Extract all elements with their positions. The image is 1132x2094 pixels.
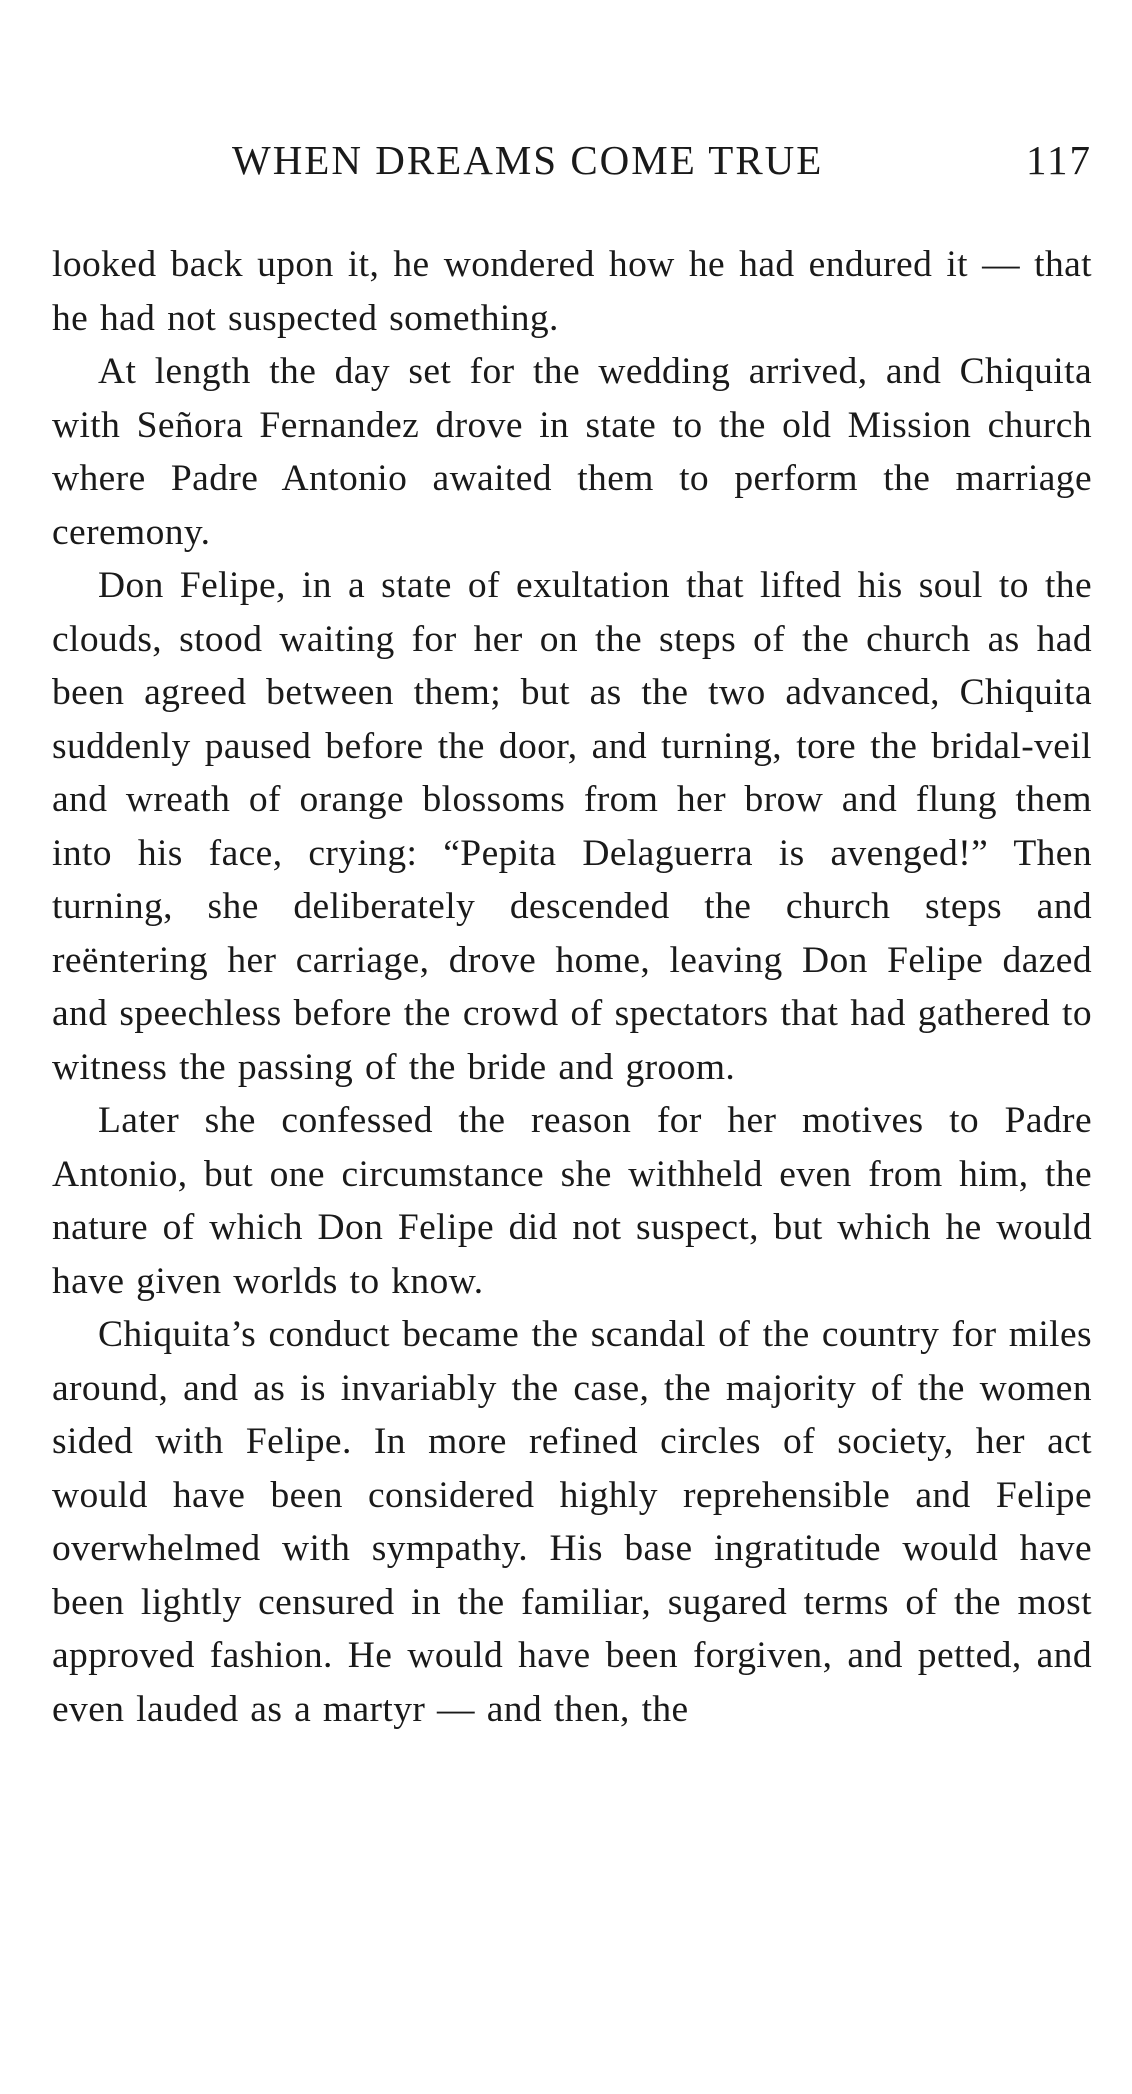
book-page [52, 136, 1092, 1736]
paragraph: Don Felipe, in a state of exultation that lifted his soul to the clouds, stood waiting for her on the steps of the church as had been agreed between them; but as the two advanced, Chiquita suddenly paused before the door, and turning, tore the bridal-veil and wreath of orange blossoms from her brow and flung them into his face, crying: “Pepita Delaguerra is avenged!” Then turning, she deliberately descended the church steps and reëntering her carriage, drove home, leaving Don Felipe dazed and speechless before the crowd of spectators that had gathered to witness the passing of the bride and groom. [52, 565, 1092, 1088]
paragraph: Chiquita’s conduct became the scandal of the country for miles around, and as is invariably the case, the majority of the women sided with Felipe. In more refined circles of society, her act would have been considered highly reprehensible and Felipe overwhelmed with sympathy. His base ingratitude would have been lightly censured in the familiar, sugared terms of the most approved fashion. He would have been forgiven, and petted, and even lauded as a martyr — and then, the [52, 1314, 1092, 1730]
body-text [52, 238, 1092, 1736]
paragraph: Later she confessed the reason for her motives to Padre Antonio, but one circumstance she withheld even from him, the nature of which Don Felipe did not suspect, but which he would have given worlds to know. [52, 1100, 1092, 1302]
paragraph: looked back upon it, he wondered how he had endured it — that he had not suspected something. [52, 244, 1092, 339]
running-title: WHEN DREAMS COME TRUE [232, 137, 824, 183]
paragraph: At length the day set for the wedding arrived, and Chiquita with Señora Fernandez drove in state to the old Mission church where Padre Antonio awaited them to perform the marriage ceremony. [52, 351, 1092, 553]
page-number: 117 [1026, 137, 1092, 183]
running-head [52, 136, 1092, 196]
